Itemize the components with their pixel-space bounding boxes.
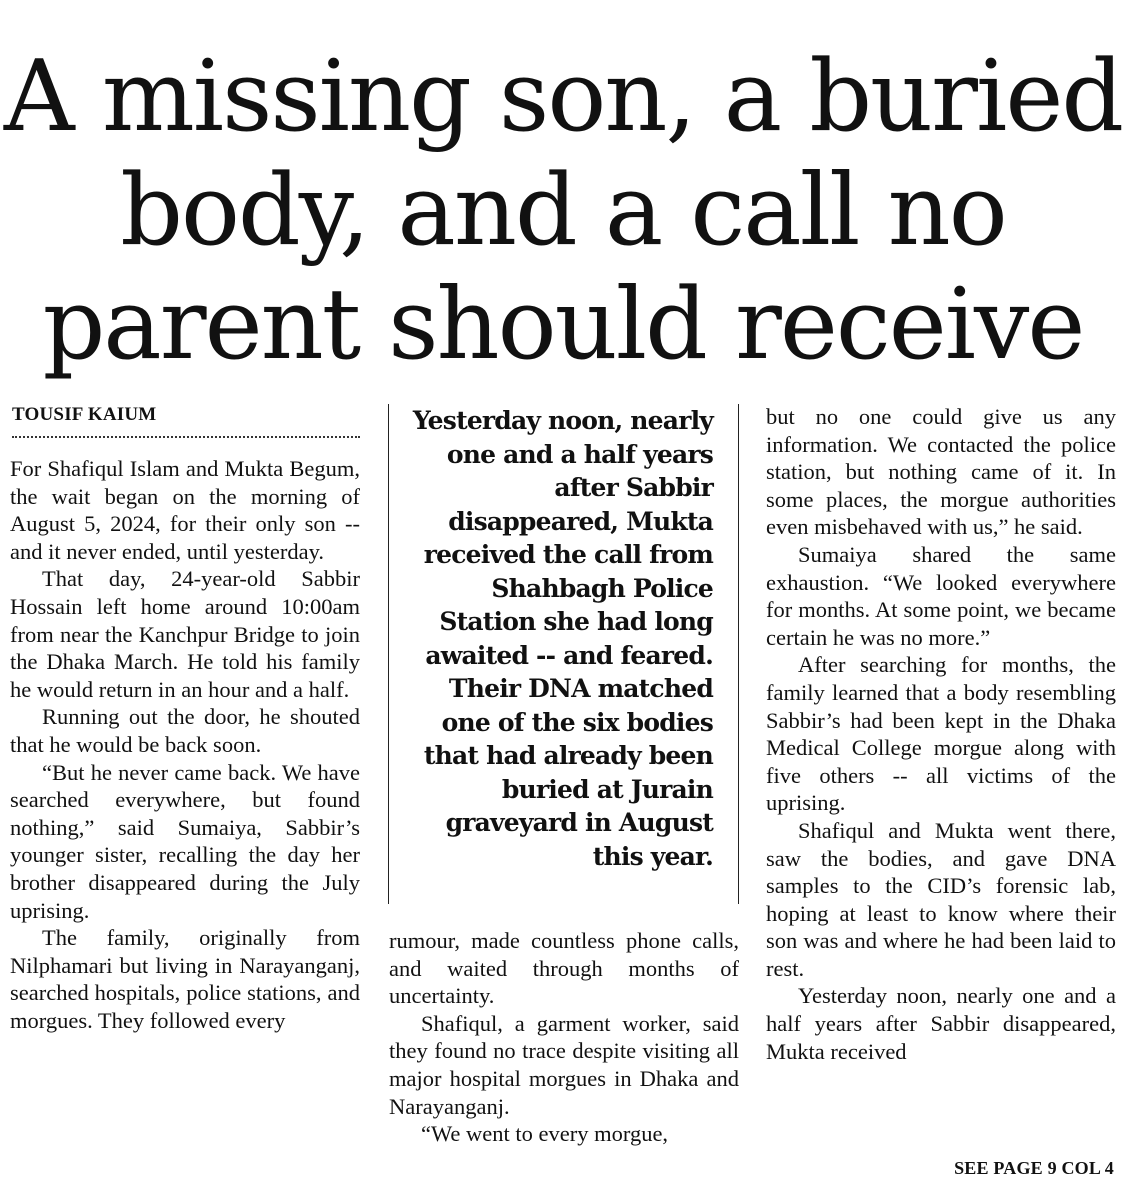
paragraph: Shafiqul and Mukta went there, saw the bodies, and gave DNA samples to the CID’s forensic lab, hoping at least to know where their son was and where he had been laid to rest. (766, 817, 1116, 981)
paragraph: but no one could give us any information. We contacted the police station, but nothing came of it. In some places, the morgue authorities even misbehaved with us,” he said. (766, 404, 1116, 540)
pull-quote: Yesterday noon, nearly one and a half years after Sabbir disappeared, Mukta received the call from Shahbagh Police Station she had long awaited -- and feared. Their DNA matched one of the six bodies that had already been buried at Jurain graveyard in August this year. (412, 406, 713, 871)
column-rule (388, 404, 389, 904)
headline-line-2: body, and a call no (120, 154, 1006, 268)
paragraph: Yesterday noon, nearly one and a half years after Sabbir disappeared, Mukta received (766, 983, 1116, 1064)
byline: TOUSIF KAIUM (12, 404, 360, 438)
article-column-3 (766, 403, 1116, 1065)
paragraph: Sumaiya shared the same exhaustion. “We looked everywhere for months. At some point, we became certain he was no more.” (766, 541, 1116, 650)
column-rule (738, 404, 739, 904)
paragraph: That day, 24-year-old Sabbir Hossain left home around 10:00am from near the Kanchpur Bridge to join the Dhaka March. He told his family he would return in an hour and a half. (10, 566, 360, 702)
paragraph: “We went to every morgue, (421, 1121, 669, 1147)
paragraph: For Shafiqul Islam and Mukta Begum, the wait began on the morning of August 5, 2024, for their only son -- and it never ended, until yesterday. (10, 456, 360, 564)
paragraph: Running out the door, he shouted that he would be back soon. (10, 704, 360, 757)
article-column-2 (389, 927, 739, 1148)
paragraph: Shafiqul, a garment worker, said they found no trace despite visiting all major hospital morgues in Dhaka and Narayanganj. (389, 1010, 739, 1119)
headline-line-1: A missing son, a buried (3, 40, 1123, 154)
continued-on-page: SEE PAGE 9 COL 4 (954, 1158, 1114, 1178)
headline (0, 40, 1126, 382)
paragraph: “But he never came back. We have searched everywhere, but found nothing,” said Sumaiya, Sabbir’s younger sister, recalling the day her brother disappeared during the July uprising. (10, 759, 360, 923)
headline-line-3: parent should receive (42, 268, 1084, 382)
paragraph: The family, originally from Nilphamari but living in Narayanganj, searched hospitals, police stations, and morgues. They followed every (10, 925, 360, 1033)
paragraph: rumour, made countless phone calls, and waited through months of uncertainty. (389, 928, 739, 1009)
paragraph: After searching for months, the family learned that a body resembling Sabbir’s had been kept in the Dhaka Medical College morgue along with five others -- all victims of the uprising. (766, 652, 1116, 816)
article-column-1 (10, 455, 360, 1034)
